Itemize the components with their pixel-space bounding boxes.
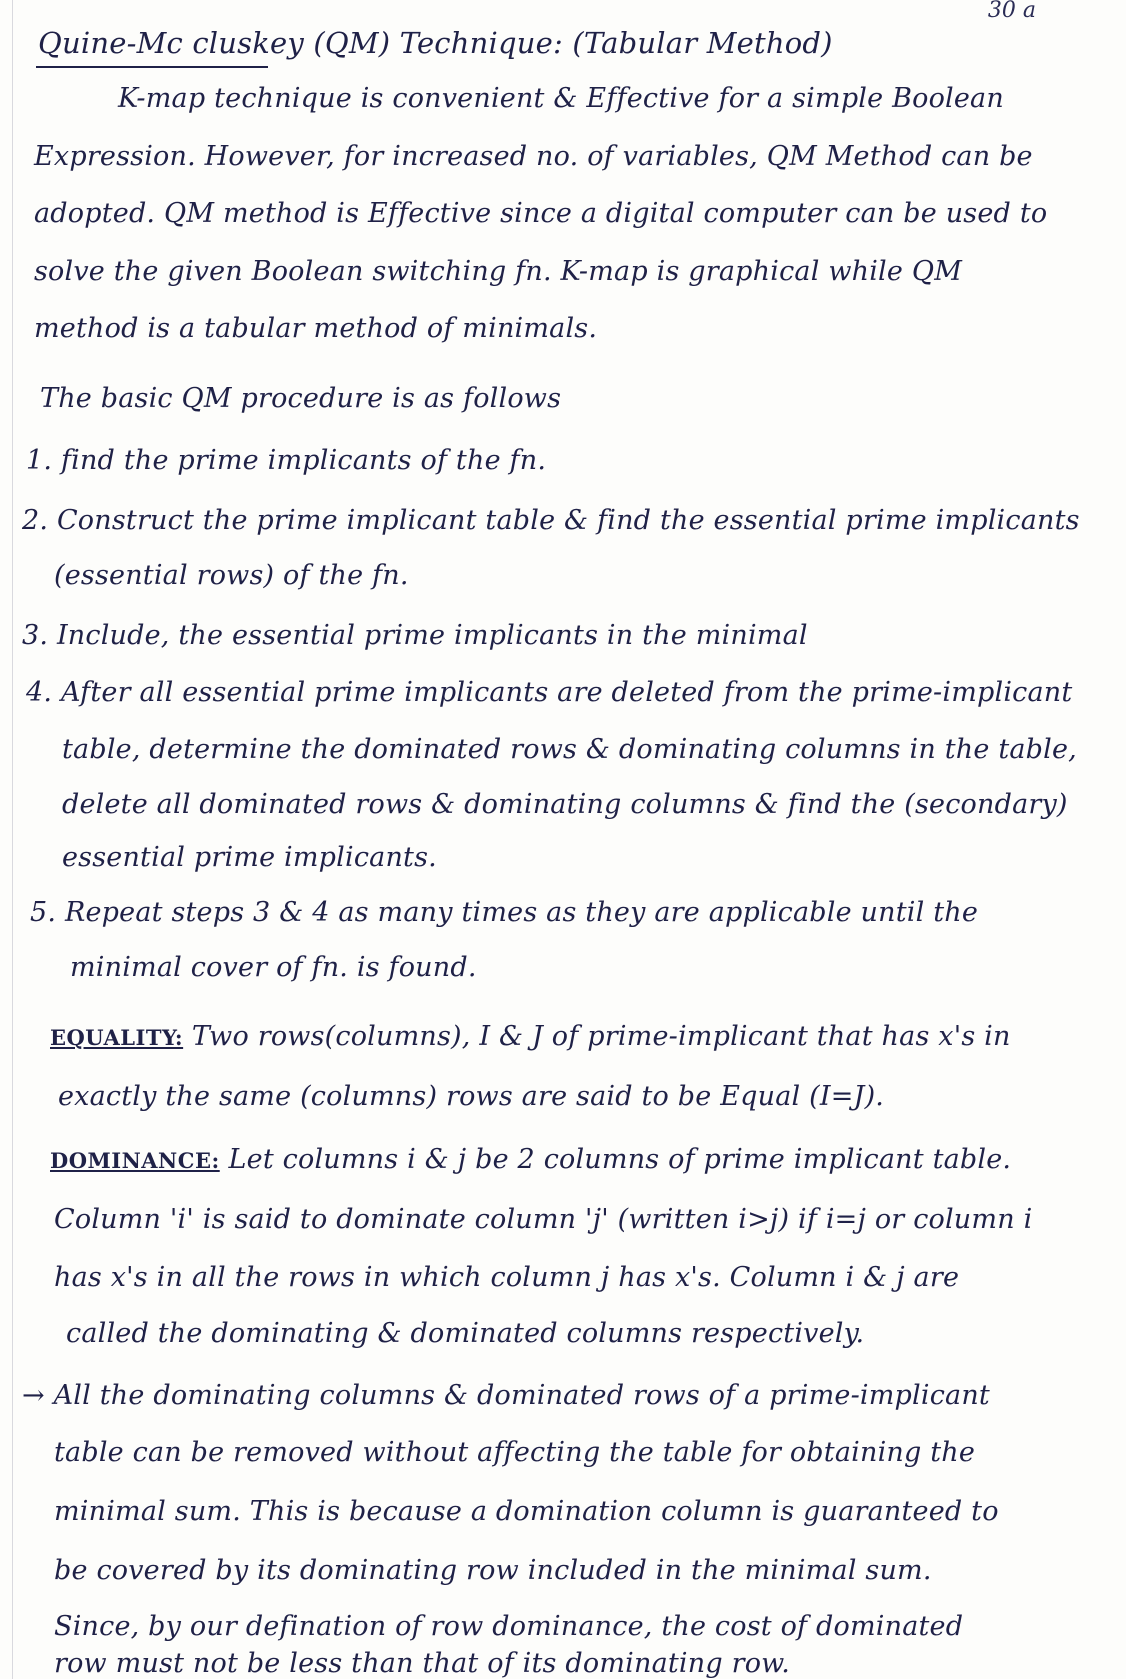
step-4-cont-2: delete all dominated rows & dominating columns & find the (secondary) (62, 789, 1068, 820)
intro-line-2: Expression. However, for increased no. of variables, QM Method can be (34, 141, 1033, 172)
dominance-line-3: has x's in all the rows in which column j has x's. Column i & j are (54, 1262, 960, 1293)
page-number: 30 a (987, 0, 1036, 23)
equality-text-1: Two rows(columns), I & J of prime-implicant that has x's in (191, 1021, 1011, 1052)
dominance-line-1 (50, 1144, 1011, 1175)
step-5-cont: minimal cover of fn. is found. (70, 952, 477, 983)
title-underline (36, 66, 268, 68)
intro-line-4: solve the given Boolean switching fn. K-map is graphical while QM (34, 256, 963, 287)
step-1: 1. find the prime implicants of the fn. (26, 445, 547, 476)
equality-line-1 (50, 1021, 1011, 1052)
step-3: 3. Include, the essential prime implicants in the minimal (22, 620, 808, 651)
equality-line-2: exactly the same (columns) rows are said to be Equal (I=J). (58, 1081, 885, 1112)
procedure-heading: The basic QM procedure is as follows (40, 383, 562, 414)
dominance-line-2: Column 'i' is said to dominate column 'j' (written i>j) if i=j or column i (54, 1204, 1033, 1235)
dominance-line-4: called the dominating & dominated columns respectively. (66, 1318, 865, 1349)
intro-line-3: adopted. QM method is Effective since a digital computer can be used to (34, 198, 1048, 229)
page-title: Quine-Mc cluskey (QM) Technique: (Tabular Method) (38, 26, 833, 60)
note-line-2: table can be removed without affecting the table for obtaining the (54, 1437, 976, 1468)
intro-line-5: method is a tabular method of minimals. (34, 313, 598, 344)
note-line-6: row must not be less than that of its dominating row. (54, 1648, 791, 1679)
step-4: 4. After all essential prime implicants are deleted from the prime-implicant (26, 677, 1073, 708)
intro-line-1: K-map technique is convenient & Effective for a simple Boolean (118, 83, 1004, 114)
step-2-cont: (essential rows) of the fn. (54, 560, 409, 591)
note-line-5: Since, by our defination of row dominance, the cost of dominated (54, 1611, 964, 1642)
step-2: 2. Construct the prime implicant table & find the essential prime implicants (22, 505, 1080, 536)
step-5: 5. Repeat steps 3 & 4 as many times as they are applicable until the (30, 897, 979, 928)
note-line-1: → All the dominating columns & dominated rows of a prime-implicant (22, 1380, 990, 1411)
step-4-cont-3: essential prime implicants. (62, 842, 437, 873)
dominance-label: DOMINANCE: (50, 1148, 220, 1173)
note-line-4: be covered by its dominating row included in the minimal sum. (54, 1555, 932, 1586)
note-line-3: minimal sum. This is because a domination column is guaranteed to (54, 1496, 999, 1527)
margin-line (12, 0, 13, 1679)
equality-label: EQUALITY: (50, 1025, 184, 1050)
step-4-cont-1: table, determine the dominated rows & dominating columns in the table, (62, 734, 1077, 765)
dominance-text-1: Let columns i & j be 2 columns of prime implicant table. (228, 1144, 1012, 1175)
